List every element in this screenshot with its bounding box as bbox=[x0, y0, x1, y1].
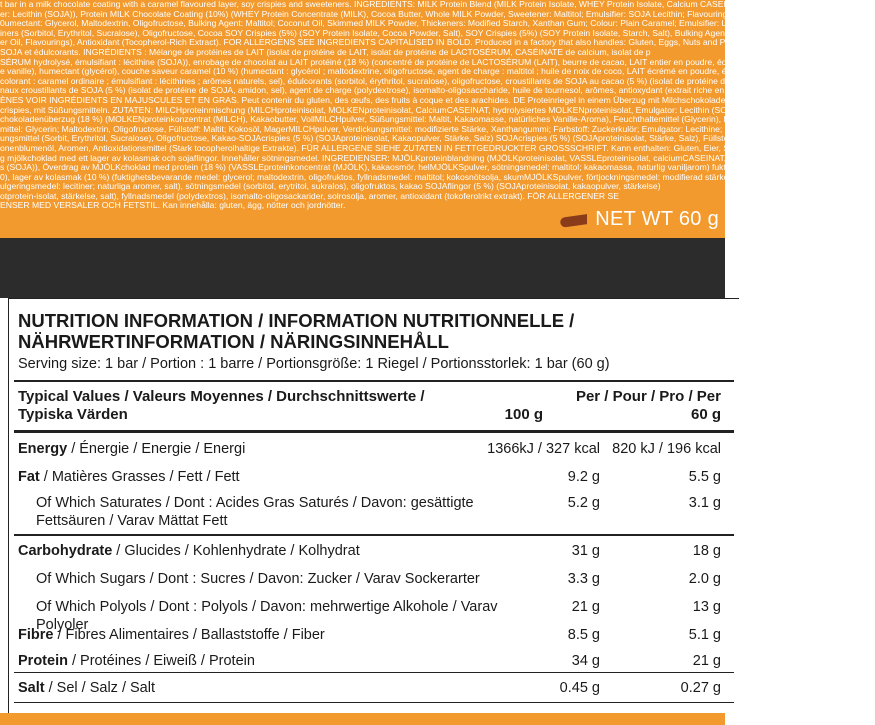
net-weight: NET WT 60 g bbox=[587, 206, 725, 233]
per-label: Per / Pour / Pro / Per bbox=[575, 388, 721, 405]
value-per-100g: 8.5 g bbox=[567, 627, 600, 643]
nutrient-translations: / Fibres Alimentaires / Ballaststoffe / Fiber bbox=[53, 627, 325, 643]
value-per-60g: 13 g bbox=[692, 599, 721, 615]
ingredients-line: ÈNES VOIR INGRÉDIENTS EN MAJUSCULES ET EN GRAS. Peut contenir du gluten, des œufs, des fruits à coque et des arachides. DE Proteinriegel in einem Überzug mit Milchschokolade und einer Füllung mit Karamell bbox=[0, 94, 845, 105]
nutrient-label bbox=[36, 570, 536, 588]
value-per-100g: 1366kJ / 327 kcal bbox=[487, 441, 600, 457]
ingredients-line: crispies, mit Süßungsmitteln. ZUTATEN: MILCHproteinmischung (MILCHproteinisolat, MOLKENproteinisolat, CalciumCASEINAT, hydrolysiertes MOLKENproteinisolat, Emulgator: Lecithin (SOJA)), Protein-M bbox=[0, 104, 785, 115]
nutrient-translations: Of Which Sugars / Dont : Sucres / Davon: Zucker / Varav Sockerarter bbox=[36, 571, 480, 587]
ingredients-text bbox=[0, 0, 875, 211]
ingredients-line: ENSER MED VERSALER OCH FETSTIL. Kan innehålla: gluten, ägg, nötter och jordnötter. bbox=[0, 200, 346, 211]
per-header bbox=[423, 388, 721, 424]
ingredients-line: SOJA et édulcorants. INGRÉDIENTS : Mélange de protéines de LAIT (isolat de protéine de LAIT, isolat de protéine de LACTOSÉRUM, CASÉINATE de calcium, isolat de p bbox=[0, 46, 651, 57]
ingredients-line: er Oil, Flavourings), Antioxidant (Tocopherol-Rich Extract). FOR ALLERGENS SEE INGREDIENTS CAPITALISED IN BOLD. Produced in a factory that also handles: Gluten, Eggs, Nuts and Peanuts. FR Barre protéinée f bbox=[0, 37, 834, 48]
nutrient-name: Fibre bbox=[18, 627, 54, 643]
nutrition-panel bbox=[0, 298, 725, 725]
nutrient-label bbox=[18, 440, 538, 458]
ingredients-line: colorant : caramel ordinaire ; émulsifiant : lécithines ; arômes naturels, sel), édulcorants (sorbitol, érythritol, sucralose), oligofructose, croustillants de SOJA au cacao (5 %) (isolat de protéine de SOJA, cacao en poud bbox=[0, 75, 816, 86]
nutrition-title-line2: NÄHRWERTINFORMATION / NÄRINGSINNEHÅLL bbox=[18, 331, 449, 352]
nutrient-label bbox=[36, 494, 536, 530]
divider bbox=[14, 430, 734, 433]
nutrient-name: Fat bbox=[18, 469, 40, 485]
ingredients-line: e vanille), humectant (glycérol), couche saveur caramel (10 %) (humectant : glycérol ; maltodextrine, oligofructose, agent de charge : maltitol ; huile de noix de coco, LAIT écrémé en poudre, épaississants : amidon modifi bbox=[0, 66, 834, 77]
value-per-60g: 21 g bbox=[692, 653, 721, 669]
ingredients-line: ulgeringsmedel: lecitiner; naturliga aromer, salt), sötningsmedel (sorbitol, erytritol, sukralos), oligofruktos, kakao SOJAflingor (5 %) (SOJAproteinisolat, kakaopulver, stärkelse) bbox=[0, 181, 661, 192]
ingredients-panel bbox=[0, 0, 875, 238]
value-per-60g: 2.0 g bbox=[688, 571, 721, 587]
nutrient-name: Protein bbox=[18, 653, 68, 669]
ingredients-line: chokoladenüberzug (18 %) (MOLKENproteinkonzentrat (MILCH), Kakaobutter, VollMILCHpulver, Süßungsmittel: Maltit, Kakaomasse, natürliches Vanille-Aroma), Feuchthaltemittel (Glycerin), Füllung mit Karamellgeschm bbox=[0, 114, 832, 125]
value-per-60g: 5.5 g bbox=[688, 469, 721, 485]
ingredients-line: 0umectant: Glycerol, Maltodextrin, Oligofructose, Bulking Agent: Maltitol; Coconut Oil, Skimmed MILK Powder, Thickeners: Modified Starch, Xanthan Gum; Colour: Plain Caramel; Emulsifier: Lecithins; Natural Flavou bbox=[0, 18, 817, 29]
nutrient-translations: / Énergie / Energie / Energi bbox=[67, 441, 246, 457]
serving-size: Serving size: 1 bar / Portion : 1 barre / Portionsgröße: 1 Riegel / Portionsstorlek: 1 bar (60 g) bbox=[18, 356, 610, 372]
ingredients-line: s (SOJA)), Överdrag av MJÖLKchoklad med protein (18 %) (VASSLEproteinkoncentrat (MJÖLK), kakaosmör, helMJÖLKSpulver, sötningsmedel: maltitol; kakaomassa, naturlig vaniljarom) fuktighetsbevarande medel (glyce bbox=[0, 162, 841, 173]
value-per-100g: 31 g bbox=[571, 543, 600, 559]
bottom-orange-stripe bbox=[0, 713, 725, 725]
nutrient-name: Carbohydrate bbox=[18, 543, 113, 559]
ingredients-line: g mjölkchoklad med ett lager av kolasmak och sojaflingor. Innehåller sötningsmedel. INGREDIENSER: MJÖLKproteinblandning (MJÖLKproteinisolat, VASSLEproteinisolat, calciumCASEINAT, hydrolyserat VASSLEproteinis bbox=[0, 152, 844, 163]
ingredients-line: SÉRUM hydrolysé, émulsifiant : lécithine (SOJA)), enrobage de chocolat au LAIT protéiné (18 %) (concentré de protéine de LACTOSÉRUM (LAIT), beurre de cacao, LAIT entier en poudre, édulcorant : maltitol ; mélange de s bbox=[0, 56, 851, 67]
ingredients-line: iners (Sorbitol, Erythritol, Sucralose), Oligofructose, Cocoa SOY Crispies (5%) (SOY Protein Isolate, Cocoa Powder, Salt), SOY Crispies (5%) (SOY Protein Isolate, Starch, Salt), Bulking Agent (Polydextrose), I bbox=[0, 27, 793, 38]
nutrient-translations: / Protéines / Eiweiß / Protein bbox=[67, 653, 255, 669]
nutrient-label bbox=[18, 468, 538, 486]
dark-band bbox=[0, 238, 725, 298]
ingredients-line: t bar in a milk chocolate coating with a caramel flavoured layer, soy crispies and sweeteners. INGREDIENTS: MILK Protein Blend (MILK Protein Isolate, WHEY Protein Isolate, Calcium CASEINATE, Hydrolysed WHEY Pr bbox=[0, 0, 835, 9]
typical-values-line2: Typiska Värden bbox=[18, 406, 128, 423]
ingredients-line: naux croustillants de SOJA (5 %) (isolat de protéine de SOJA, amidon, sel), agent de charge (polydextrose), isomalto-oligosaccharide, huile de tournesol, arômes, antioxydant (extrait riche en tocophérols). POUR bbox=[0, 85, 804, 96]
ingredients-line: mittel: Glycerin; Maltodextrin, Oligofructose, Füllstoff: Maltit; Kokosöl, MagerMILCHpulver, Verdickungsmittel: modifizierte Stärke, Xanthangummi; Farbstoff: Zuckerkulör; Emulgator: Lecithine; natürliches Aroma, Sal bbox=[0, 123, 811, 134]
typical-values-line1: Typical Values / Valeurs Moyennes / Durchschnittswerte / bbox=[18, 388, 425, 405]
nutrient-translations: / Matières Grasses / Fett / Fett bbox=[39, 469, 240, 485]
value-per-100g: 3.3 g bbox=[567, 571, 600, 587]
nutrient-name: Energy bbox=[18, 441, 68, 457]
value-per-60g: 820 kJ / 196 kcal bbox=[612, 441, 721, 457]
nutrient-label bbox=[18, 652, 538, 670]
value-per-100g: 34 g bbox=[571, 653, 600, 669]
nutrient-translations: / Sel / Salz / Salt bbox=[44, 680, 156, 696]
nutrient-label bbox=[18, 542, 538, 560]
nutrient-label bbox=[18, 679, 538, 697]
nutrient-label bbox=[18, 626, 538, 644]
column-header-60g: 60 g bbox=[690, 406, 721, 423]
value-per-100g: 21 g bbox=[571, 599, 600, 615]
nutrient-translations: / Glucides / Kohlenhydrate / Kolhydrat bbox=[112, 543, 360, 559]
value-per-100g: 5.2 g bbox=[567, 495, 600, 511]
value-per-100g: 9.2 g bbox=[567, 469, 600, 485]
nutrient-name: Salt bbox=[18, 680, 45, 696]
divider bbox=[14, 702, 734, 703]
value-per-60g: 5.1 g bbox=[688, 627, 721, 643]
divider bbox=[14, 534, 734, 536]
ingredients-line: er: Lecithin (SOJA)), Protein MILK Chocolate Coating (10%) (WHEY Protein Concentrate (MILK), Cocoa Butter, Whole MILK Powder, Sweetener: Maltitol; Emulsifier: SOJA Lecithin; Flavouring), Humectant (Glycerol), Caram bbox=[0, 8, 847, 19]
ingredients-line: otprotein-isolat, stärkelse, salt), fyllnadsmedel (polydextros), isomalto-oligosackarider, solrosolja, aromer, antioxidant (tokoferolrikt extrakt). FÖR ALLERGENER SE bbox=[0, 190, 619, 201]
value-per-60g: 0.27 g bbox=[680, 680, 721, 696]
value-per-60g: 18 g bbox=[692, 543, 721, 559]
column-header-100g: 100 g bbox=[504, 406, 543, 423]
ingredients-line: 0), lager av kolasmak (10 %) (fuktighetsbevarande medel: glycerol; maltodextrin, oligofruktos, fyllnadsmedel: maltitol; kokosnötsolja, skumMJÖLKSpulver, förtjockningsmedel: modifierad stärkelse, xantangummi; färgämnen bbox=[0, 171, 842, 182]
value-per-100g: 0.45 g bbox=[559, 680, 600, 696]
nutrient-translations: Of Which Saturates / Dont : Acides Gras Saturés / Davon: gesättigte Fettsäuren / Varav Mättat Fett bbox=[36, 495, 474, 529]
nutrient-translations: Of Which Polyols / Dont : Polyols / Davon: mehrwertige Alkohole / Varav Polyoler bbox=[36, 599, 498, 633]
divider bbox=[14, 672, 734, 673]
value-per-60g: 3.1 g bbox=[688, 495, 721, 511]
typical-values-header bbox=[18, 388, 425, 424]
ingredients-line: onenblumenöl, Aromen, Antioxidationsmittel (Stark tocopherolhaltige Extrakte). FÜR ALLERGENE SIEHE ZUTATEN IN FETTGEDRUCKTER GROSSSCHRIFT. Kann enthalten: Gluten, Eier, Schalenfrüchte und Erdnüsse. SV Prote bbox=[0, 142, 875, 153]
divider bbox=[14, 380, 734, 382]
nutrition-title-line1: NUTRITION INFORMATION / INFORMATION NUTRITIONNELLE / bbox=[18, 310, 575, 331]
ingredients-line: ungsmittel (Sorbit, Erythritol, Sucralose), Oligofructose, Kakao-SOJAcrispies (5 %) (SOJAproteinisolat, Kakaopulver, Stärke, Salz) SOJAcrispies (5 %) (SOJAproteinisolat, Stärke, Salz), Füllstoff (Polydextrose), Isomalto-Oligo bbox=[0, 133, 851, 144]
nutrition-title bbox=[18, 310, 718, 352]
